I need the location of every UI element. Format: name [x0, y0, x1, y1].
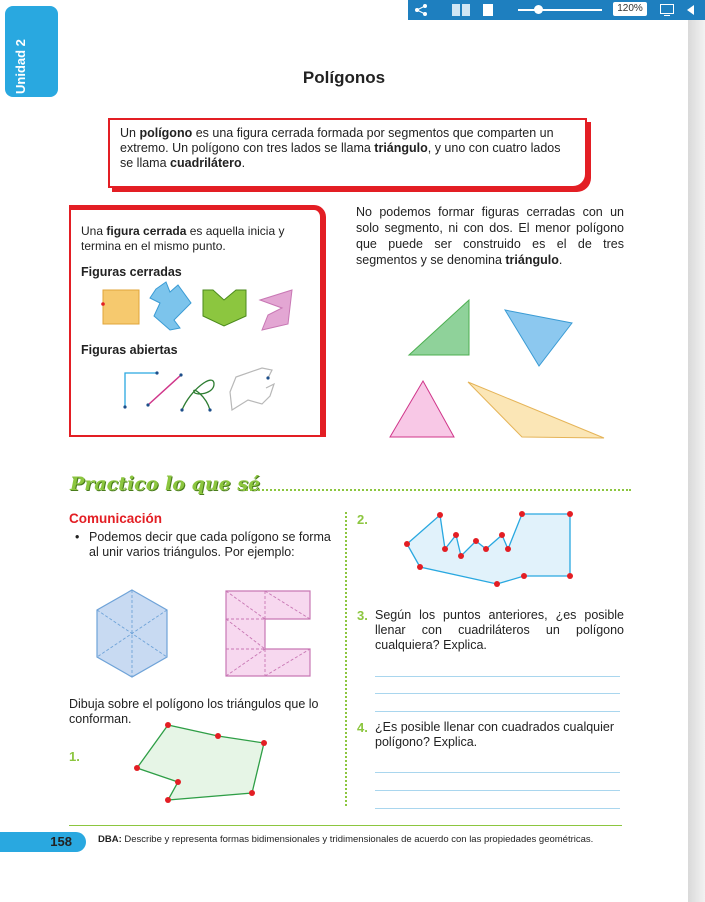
answer-line[interactable] [375, 790, 620, 791]
draw-instruction: Dibuja sobre el polígono los triángulos que lo conforman. [69, 697, 319, 726]
viewer-right-edge [688, 0, 705, 902]
closed-figure-definition: Una figura cerrada es aquella inicia y termina en el mismo punto. [81, 224, 285, 253]
zoom-slider-handle[interactable] [534, 5, 543, 14]
answer-line[interactable] [375, 711, 620, 712]
question-3-text: Según los puntos anteriores, ¿es posible llenar con cuadriláteros un polígono cualquiera? Explica. [375, 608, 624, 652]
exercise-1-polygon [137, 725, 264, 800]
column-divider [345, 512, 347, 806]
exercise-2-number: 2. [357, 512, 368, 527]
zoom-slider-track[interactable] [518, 9, 602, 11]
answer-line[interactable] [375, 772, 620, 773]
definition-text: Un polígono es una figura cerrada formada por segmentos que comparten un extremo. Un polígono con tres lados se llama triángulo, y uno con cuatro lados se llama cuadrilátero. [120, 126, 561, 170]
communication-heading: Comunicación [69, 511, 163, 526]
book-view-icon[interactable] [450, 2, 472, 18]
answer-line[interactable] [375, 808, 620, 809]
triangle-explanation: No podemos formar figuras cerradas con un solo segmento, ni con dos. El menor polígono que puede ser construido es el de tres segmentos y se denomina triángulo. [356, 205, 624, 267]
answer-line[interactable] [375, 676, 620, 677]
question-4-text: ¿Es posible llenar con cuadrados cualquier polígono? Explica. [375, 720, 615, 749]
question-3-number: 3. [357, 608, 368, 623]
page-number-tab [0, 832, 86, 852]
screen-icon[interactable] [658, 2, 676, 18]
dba-text: DBA: Describe y representa formas bidimensionales y tridimensionales de acuerdo con las propiedades geométricas. [98, 834, 594, 845]
viewer-toolbar [408, 0, 705, 20]
closed-figures-label: Figuras cerradas [81, 265, 182, 279]
exercise-1-number: 1. [69, 749, 80, 764]
page-title: Polígonos [302, 68, 386, 87]
footer-divider [69, 825, 622, 826]
practice-title: Practico lo que sé [70, 473, 261, 495]
zoom-level[interactable]: 120% [613, 2, 647, 16]
answer-line[interactable] [375, 693, 620, 694]
arrow-left-icon[interactable] [684, 2, 698, 18]
page-number: 158 [50, 834, 72, 849]
communication-bullet: • Podemos decir que cada polígono se forma al unir varios triángulos. Por ejemplo: [75, 530, 331, 559]
share-icon[interactable] [412, 2, 430, 18]
open-figures-label: Figuras abiertas [81, 343, 178, 357]
question-4-number: 4. [357, 720, 368, 735]
page-icon[interactable] [480, 2, 496, 18]
unit-label: Unidad 2 [13, 39, 28, 94]
